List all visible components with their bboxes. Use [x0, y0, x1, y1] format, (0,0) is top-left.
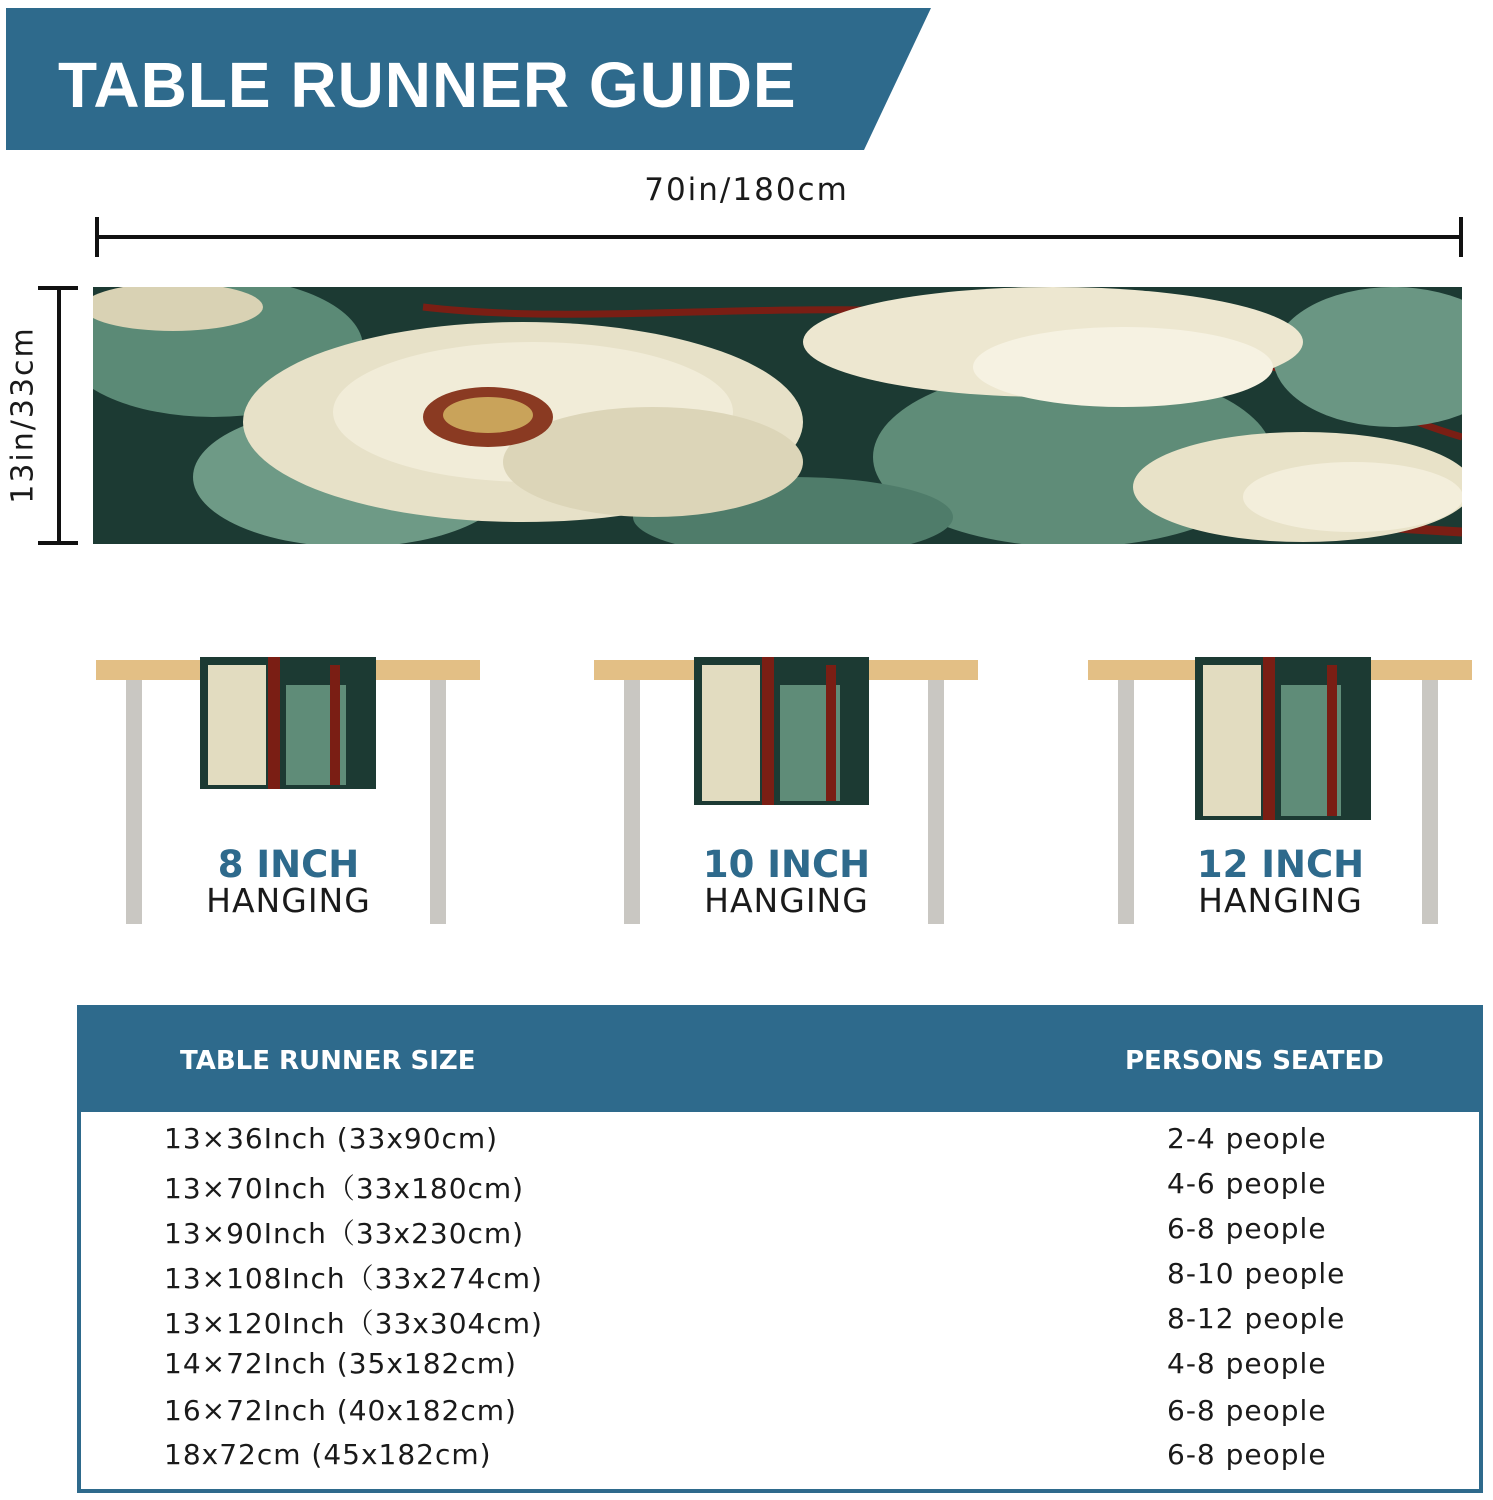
- table-row: [81, 1122, 1479, 1166]
- row-size: 18x72cm (45x182cm): [164, 1438, 492, 1471]
- hanging-size: 12 INCH: [1196, 843, 1365, 886]
- row-persons: 8-10 people: [1167, 1257, 1346, 1290]
- row-persons: 6-8 people: [1167, 1212, 1327, 1245]
- hanging-label: HANGING: [206, 881, 371, 920]
- row-persons: 2-4 people: [1167, 1122, 1327, 1155]
- size-table-header: [81, 1009, 1479, 1112]
- table-row: [81, 1212, 1479, 1256]
- row-size: 13×108Inch（33x274cm): [164, 1262, 543, 1295]
- row-size: 13×70Inch（33x180cm): [164, 1172, 525, 1205]
- hanging-size: 10 INCH: [702, 843, 871, 886]
- table-row: [81, 1394, 1479, 1438]
- row-size: 16×72Inch (40x182cm): [164, 1394, 517, 1427]
- header-size: TABLE RUNNER SIZE: [180, 1046, 476, 1076]
- height-dimension-label: 13in/33cm: [5, 326, 41, 504]
- row-size: 13×90Inch（33x230cm): [164, 1217, 525, 1250]
- row-persons: 4-8 people: [1167, 1347, 1327, 1380]
- table-row: [81, 1438, 1479, 1482]
- page-title: TABLE RUNNER GUIDE: [58, 49, 797, 121]
- hanging-size: 8 INCH: [217, 843, 360, 886]
- header-persons: PERSONS SEATED: [1125, 1046, 1384, 1076]
- row-persons: 8-12 people: [1167, 1302, 1346, 1335]
- row-persons: 6-8 people: [1167, 1394, 1327, 1427]
- table-row: [81, 1167, 1479, 1211]
- row-size: 13×120Inch（33x304cm): [164, 1307, 543, 1340]
- row-size: 14×72Inch (35x182cm): [164, 1347, 517, 1380]
- table-row: [81, 1257, 1479, 1301]
- hanging-label: HANGING: [704, 881, 869, 920]
- table-runner-floral-image: [93, 287, 1462, 544]
- hanging-option-8-inch: [96, 655, 481, 925]
- table-row: [81, 1347, 1479, 1391]
- size-table: [77, 1005, 1483, 1493]
- hanging-option-12-inch: [1088, 655, 1473, 925]
- width-dimension-label: 70in/180cm: [644, 172, 849, 208]
- hanging-label: HANGING: [1198, 881, 1363, 920]
- table-row: [81, 1302, 1479, 1346]
- row-persons: 6-8 people: [1167, 1438, 1327, 1471]
- row-persons: 4-6 people: [1167, 1167, 1327, 1200]
- hanging-option-10-inch: [594, 655, 979, 925]
- row-size: 13×36Inch (33x90cm): [164, 1122, 499, 1155]
